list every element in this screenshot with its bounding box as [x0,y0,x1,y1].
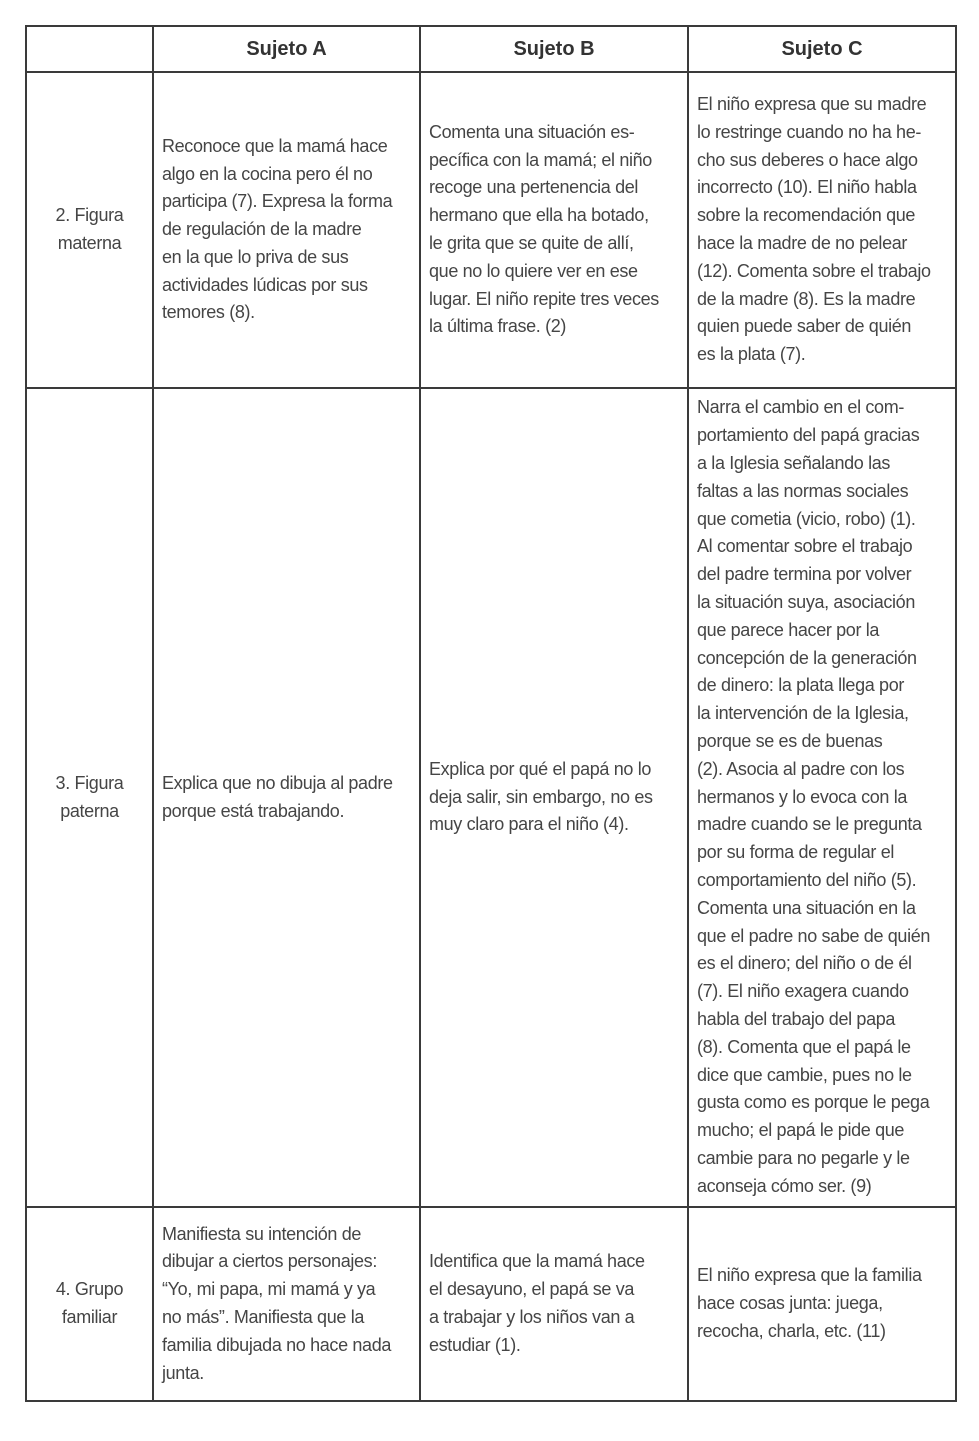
cell-sujeto-c: El niño expresa que su madre lo restringe cuando no ha he- cho sus deberes o hace algo incorrecto (10). El niño habla sobre la recomendación que hace la madre de no pelear (12). Comenta sobre el trabajo de la madre (8). Es la madre quien puede saber de quién es la plata (7). [688,72,956,388]
cell-sujeto-b: Identifica que la mamá hace el desayuno, el papá se va a trabajar y los niños van a estudiar (1). [420,1207,688,1401]
row-label: 3. Figura paterna [26,388,153,1207]
table-row [26,1207,956,1401]
row-label: 4. Grupo familiar [26,1207,153,1401]
cell-sujeto-b: Comenta una situación es- pecífica con la mamá; el niño recoge una pertenencia del hermano que ella ha botado, le grita que se quite de allí, que no lo quiere ver en ese lugar. El niño repite tres veces la última frase. (2) [420,72,688,388]
cell-sujeto-a: Manifiesta su intención de dibujar a ciertos personajes: “Yo, mi papa, mi mamá y ya no más”. Manifiesta que la familia dibujada no hace nada junta. [153,1207,420,1401]
header-sujeto-b: Sujeto B [420,26,688,72]
row-label: 2. Figura materna [26,72,153,388]
comparison-table [25,25,957,1402]
cell-sujeto-c: Narra el cambio en el com- portamiento del papá gracias a la Iglesia señalando las faltas a las normas sociales que cometia (vicio, robo) (1). Al comentar sobre el trabajo del padre termina por volver la situación suya, asociación que parece hacer por la concepción de la generación de dinero: la plata llega por la intervención de la Iglesia, porque se es de buenas (2). Asocia al padre con los hermanos y lo evoca con la madre cuando se le pregunta por su forma de regular el comportamiento del niño (5). Comenta una situación en la que el padre no sabe de quién es el dinero; del niño o de él (7). El niño exagera cuando habla del trabajo del papa (8). Comenta que el papá le dice que cambie, pues no le gusta como es porque le pega mucho; el papá le pide que cambie para no pegarle y le aconseja cómo ser. (9) [688,388,956,1207]
cell-sujeto-c: El niño expresa que la familia hace cosas junta: juega, recocha, charla, etc. (11) [688,1207,956,1401]
cell-sujeto-a: Explica que no dibuja al padre porque está trabajando. [153,388,420,1207]
header-sujeto-c: Sujeto C [688,26,956,72]
table-row [26,72,956,388]
cell-sujeto-b: Explica por qué el papá no lo deja salir, sin embargo, no es muy claro para el niño (4). [420,388,688,1207]
header-empty [26,26,153,72]
cell-sujeto-a: Reconoce que la mamá hace algo en la cocina pero él no participa (7). Expresa la forma de regulación de la madre en la que lo priva de sus actividades lúdicas por sus temores (8). [153,72,420,388]
header-sujeto-a: Sujeto A [153,26,420,72]
header-row [26,26,956,72]
table-row [26,388,956,1207]
